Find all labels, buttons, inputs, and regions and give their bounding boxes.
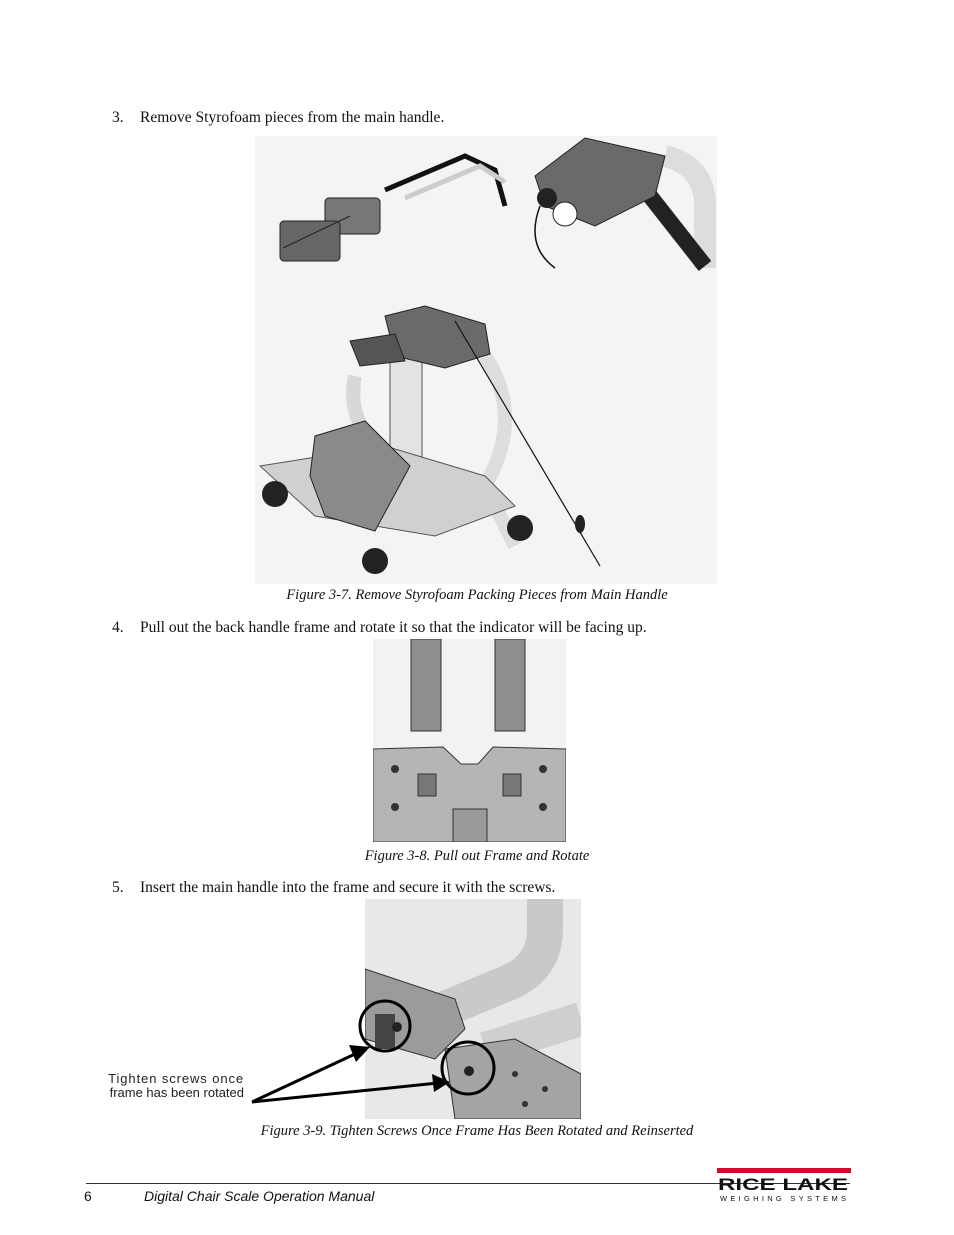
figure-3-8-caption: Figure 3-8. Pull out Frame and Rotate xyxy=(364,848,590,864)
callout-circle-1 xyxy=(360,1001,410,1051)
step-text: Remove Styrofoam pieces from the main handle. xyxy=(140,109,445,126)
logo-tagline: WEIGHING SYSTEMS xyxy=(720,1194,848,1203)
arrow-head-1 xyxy=(349,1045,370,1062)
step-text: Pull out the back handle frame and rotate it so that the indicator will be facing up. xyxy=(140,619,647,636)
step-number: 3. xyxy=(112,109,124,126)
step-number: 5. xyxy=(112,879,124,896)
callout-circle-2 xyxy=(442,1042,494,1094)
step-number: 4. xyxy=(112,619,124,636)
arrow-line-1 xyxy=(252,1054,355,1102)
step-text: Insert the main handle into the frame and secure it with the screws. xyxy=(140,879,556,896)
page-number: 6 xyxy=(84,1188,92,1204)
arrow-head-2 xyxy=(432,1074,450,1092)
callout-label xyxy=(96,1072,244,1100)
callout-line-2: frame has been rotated xyxy=(109,1085,244,1100)
figure-3-9-caption: Figure 3-9. Tighten Screws Once Frame Has Been Rotated and Reinserted xyxy=(260,1123,694,1139)
rice-lake-logo xyxy=(714,1168,854,1204)
callout-line-1: Tighten screws once xyxy=(108,1071,244,1086)
arrow-line-2 xyxy=(252,1083,438,1102)
figure-3-7-caption: Figure 3-7. Remove Styrofoam Packing Pieces from Main Handle xyxy=(286,587,668,603)
logo-brand: RICE LAKE xyxy=(718,1175,848,1194)
logo-top-bar xyxy=(717,1168,851,1173)
manual-title: Digital Chair Scale Operation Manual xyxy=(144,1188,375,1204)
